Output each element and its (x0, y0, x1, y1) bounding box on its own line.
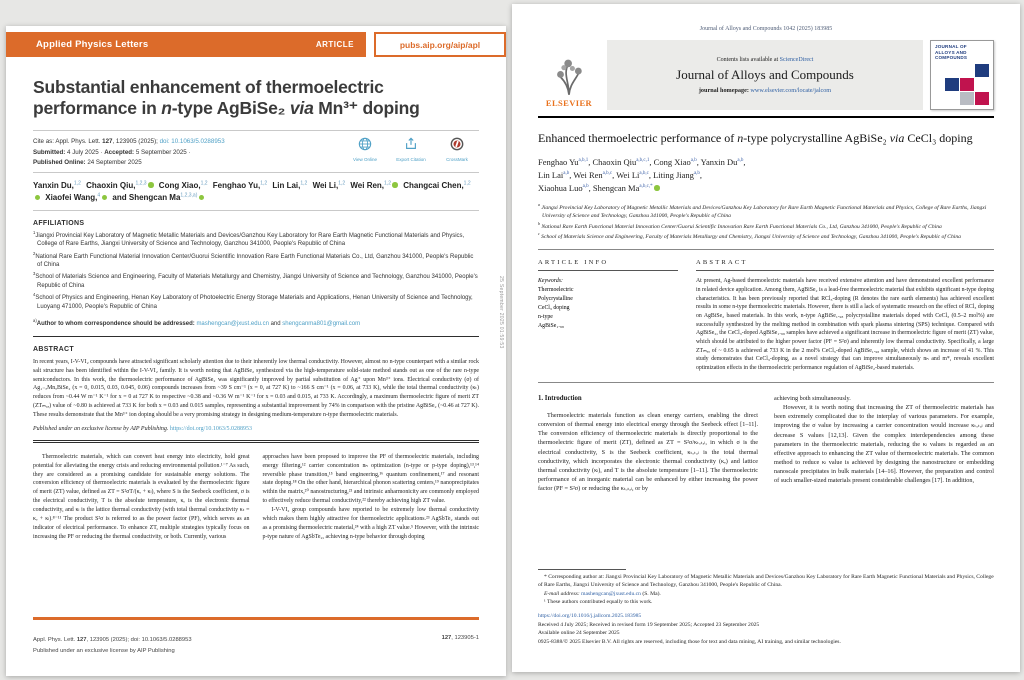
citation-text: Cite as: Appl. Phys. Lett. 127, 123905 (2025); doi: 10.1063/5.0288953 Submitted: 4 July 2025 · Accepted: 5 September 2025 · Published Online: 24 September 2025 (33, 138, 225, 166)
journal-header-panel (607, 40, 923, 110)
globe-icon (358, 137, 372, 151)
apl-paper-page (6, 26, 506, 676)
divider (33, 172, 479, 173)
orcid-icon[interactable] (148, 182, 154, 188)
equal-contribution-note: ¹ These authors contributed equally to this work. (544, 599, 653, 606)
body-text (33, 453, 479, 601)
keywords-list (538, 286, 678, 331)
keyword: AgBiSe₁.₉₈ (538, 323, 564, 330)
page-footer (6, 617, 506, 656)
orcid-icon[interactable] (102, 195, 108, 201)
affiliation-list (538, 202, 994, 241)
body-column-2: achieving both simultaneously. However, it is worth noting that increasing the ZT of thermoelectric materials has been extremely complicated due to the interplay of various parameters. For example, improving the σ value by increasing a carrier concentration would increase κₜₒₜₐₗ and decrease S values [12,13]. Given the complex interdependencies among these parameters in the thermoelectric materials, reducing the κₗ values is regarded as an effective approach to enhancing the ZT value of thermoelectric materials. The common method to reduce κₗ value is achieved by designing the nanostructure or embedding nanoscale precipitates in bulk materials [14–16]. However, the preparation and control of such smaller-sized materials present considerable challenges [17]. In addition, (774, 394, 994, 485)
paper-title: Substantial enhancement of thermoelectric performance in n-type AgBiSe₂ via Mn³⁺ doping (33, 77, 420, 118)
email-link[interactable]: mashengcan@jxust.edu.cn (196, 320, 269, 327)
divider (538, 382, 994, 383)
body-column-1: Thermoelectric materials, which can convert heat energy into electricity, hold great potential for alleviating the energy crisis and reducing environmental pollution.¹⁻⁷ As such, they are considered as a promising candidate for sustainable energy solutions. The conversion efficiency of thermoelectric materials is evaluated by the thermoelectric figure of merit (ZT) value, defined as ZT = S²σT/(κₑ + κₗ), where S is the Seebeck coefficient, σ is the electrical conductivity, T is the absolute temperature, κₑ is the electronic thermal conductivity, and κₗ is the lattice thermal conductivity (with total thermal conductivity κₜ = κₑ + κₗ).⁸⁻¹¹ The product S²σ is referred to as the power factor (PF), which serves as an indicator of electrical performance. To enhance ZT, multiple strategies typically focus on increasing the PF or reducing the thermal conductivity, or both. Currently, various (33, 453, 250, 540)
paper-title: Enhanced thermoelectric performance of n-type polycrystalline AgBiSe₂ via CeCl₃ doping (538, 131, 973, 145)
author: Yanxin Du,$^{1,2}$ (33, 180, 81, 190)
affiliation: $^a$ Jiangxi Provincial Key Laboratory of Magnetic Metallic Materials and Devices/Ganzhou Key Laboratory for Rare Earth Magnetic Functional Materials and Physics, College of Rare Earths, Jiangxi University of Science and Technology, Ganzhou 341000, People's Republic of China (538, 202, 987, 220)
divider (538, 270, 678, 271)
orcid-icon[interactable] (35, 195, 41, 201)
article-info-column (538, 259, 678, 373)
elsevier-logo (538, 40, 600, 110)
journal-title: Journal of Alloys and Compounds (676, 66, 854, 82)
journal-name: Applied Physics Letters (36, 39, 149, 50)
keyword: n-type (538, 314, 553, 321)
author: Fenghao Yu,$^{1,2}$ (212, 180, 268, 190)
abstract-column (696, 259, 994, 373)
orcid-icon[interactable] (199, 195, 205, 201)
affiliation-list (33, 230, 479, 311)
divider (696, 270, 994, 271)
author: Lin Lai$^{a,b}$, (538, 169, 574, 180)
apl-banner-bar (6, 32, 366, 57)
article-label: ARTICLE (315, 40, 354, 49)
doi-link[interactable]: doi: 10.1063/5.0288953 (159, 138, 225, 146)
journal-homepage-link[interactable]: www.elsevier.com/locate/jalcom (750, 86, 832, 94)
contents-line: Contents lists available at ScienceDirect (716, 56, 814, 63)
article-action-icons (347, 137, 479, 168)
affiliation: $^4$School of Physics and Engineering, Henan Key Laboratory of Photoelectric Energy Storage Materials and Applications, Henan University of Science and Technology, Luoyang 471000, People's Republic of China (33, 292, 473, 310)
license-line: Published under an exclusive license by AIP Publishing. https://doi.org/10.1063/5.0288953 (33, 425, 252, 432)
received-dates: Received 4 July 2025; Received in revised form 19 September 2025; Accepted 23 September 2025 (538, 621, 760, 628)
abstract-text: At present, Ag-based thermoelectric materials have received extensive attention and have demonstrated excellent performance in related device application. Among them, AgBiSe₂ is a lead-free thermoelectric material that exhibits significant n-type doping characteristics. It has been previously reported that RCl₃-doping (R denotes the rare earth elements) has achieved excellent results in some n-type thermoelectric materials. However, there is still a lack of systematic research on the effect of RCl₃ doping on AgBiSe₂ based materials. In this work, n-type AgBiSe₁.₉₈ polycrystalline materials doped with CeCl₃ (0.5–2 mol%) are successfully synthesized by the melting method in combination with spark plasma sintering (SPS) technique. Compared with AgBiSe₂, the CeCl₃-doped AgBiSe₁.₉₈ samples have achieved a significant increase in thermoelectric figure of merit (ZT) value, which should be attributed to the higher power factor (PF = S²σ) and inherently low thermal conductivity. Specifically, a large ZTₘₐₓ of ~ 0.65 is achieved at 733 K in the 2 mol% CeCl₃-doped AgBiSe₁.₉₈ sample, which shows an increase of 41 %. This study demonstrates that CeCl₃-doping, as a novel strategy that can improve simultaneously nₕ and m*, reveals excellent optimization effects in the thermoelectric performance regulation of AgBiSe₂-based materials. (696, 278, 994, 372)
author: Wei Li,$^{1,2}$ (312, 180, 346, 190)
affiliation: $^3$School of Materials Science and Engineering, Faculty of Materials Metallurgy and Chemistry, Jiangxi University of Science and Technology, Ganzhou 341000, People's Republic of China (33, 271, 478, 289)
homepage-line: journal homepage: www.elsevier.com/locate/jalcom (698, 86, 832, 94)
author: Wei Li$^{a,b,c}$, (616, 169, 654, 180)
article-info-header: ARTICLE INFO (538, 259, 609, 267)
abstract-header: ABSTRACT (696, 259, 748, 267)
author: Chaoxin Qiu,$^{1,2,3}$ (86, 181, 153, 190)
download-timestamp: 25 September 2025 01:59:53 (498, 276, 504, 349)
author: Wei Ren,$^{1,2}$ (350, 181, 398, 190)
elsevier-wordmark: ELSEVIER (545, 98, 593, 108)
copyright-line: 0925-8388/© 2025 Elsevier B.V. All rights are reserved, including those for text and data mining, AI training, and similar technologies. (538, 638, 841, 645)
author: Yanxin Du$^{a,b}$, (700, 156, 746, 167)
divider (33, 210, 479, 211)
elsevier-tree-icon (552, 57, 586, 97)
publisher-url[interactable]: pubs.aip.org/aip/apl (374, 32, 506, 57)
keyword: CeCl₃ doping (538, 305, 570, 312)
footer-citation: Appl. Phys. Lett. 127, 123905 (2025); doi: 10.1063/5.0288953 Published under an exclusive license by AIP Publishing (33, 637, 192, 654)
sciencedirect-link[interactable]: ScienceDirect (779, 56, 814, 63)
divider (33, 440, 479, 443)
footnote-separator (538, 569, 626, 570)
affiliation: $^2$National Rare Earth Functional Material Innovation Center/Guorui Scientific Innovation Rare Earth Functional Materials Co., Ltd, Ganzhou 341000, People's Republic of China (33, 250, 474, 268)
body-text (538, 394, 994, 520)
author: Lin Lai,$^{1,2}$ (272, 180, 308, 190)
author: Fenghao Yu$^{a,b,1}$, (538, 156, 593, 167)
view-online-button[interactable]: View Online (347, 137, 383, 168)
divider (33, 130, 479, 131)
export-citation-button[interactable]: Export Citation (393, 137, 429, 168)
body-column-2: approaches have been proposed to improve the PF of thermoelectric materials, including energy filtering,¹² carrier concentration nₕ optimization (n-type or p-type doping),¹³,¹⁴ reversible phase transition,¹⁵ band engineering,¹⁶ quantum confinement,¹⁷ and resonant state doping.¹⁸ On the other hand, hierarchical phonon scattering centers,¹⁹ nanoprecipitates within the matrix,²⁰ nanostructuring,²¹ and intrinsic anharmonicity are commonly employed to effectively reduce thermal conductivity,²² thereby achieving high ZT value. I-V-VI₂ group compounds have reported to be extremely low thermal conductivity which makes them highly attractive for thermoelectric applications.²³ AgSbTe₂ stands out as a promising thermoelectric material,²⁴ with a high ZT value.⁵ However, with the intrinsic p-type nature of AgSbTe₂, achieving n-type behavior through doping (262, 453, 479, 540)
affiliation: $^b$ National Rare Earth Functional Material Innovation Center/Guorui Scientific Innovation Rare Earth Functional Materials Co., Ltd, Ganzhou 341000, People's Republic of China (538, 220, 942, 230)
doi-link[interactable]: https://doi.org/10.1063/5.0288953 (169, 425, 252, 432)
author: Xiaohua Luo$^{a,b}$, (538, 182, 593, 193)
section-heading: 1. Introduction (538, 394, 582, 402)
journal-header (538, 40, 994, 110)
keyword: Thermoelectric (538, 287, 574, 294)
author: Xiaofei Wang,$^4$ (45, 193, 107, 202)
crossmark-icon (450, 137, 464, 151)
doi-link[interactable]: https://doi.org/10.1016/j.jallcom.2025.183985 (538, 613, 642, 620)
keywords-label: Keywords: (538, 278, 563, 285)
orcid-icon[interactable] (392, 182, 398, 188)
author: Liting Jiang$^{a,b}$, (653, 169, 703, 180)
email-link[interactable]: mashengcan@jxust.edu.cn (581, 590, 641, 597)
affiliations-header: AFFILIATIONS (33, 219, 85, 227)
page-footnote (538, 569, 994, 646)
doi-line (538, 612, 994, 620)
crossmark-button[interactable]: CrossMark (439, 137, 475, 168)
citation-block (33, 137, 479, 168)
divider (538, 249, 994, 250)
divider (33, 336, 479, 337)
journal-cover-thumbnail: JOURNAL OF ALLOYS AND COMPOUNDS (930, 40, 994, 110)
affiliation: $^c$ School of Materials Science and Engineering, Faculty of Materials Metallurgy and Chemistry, Jiangxi University of Science and Technology, Ganzhou 341000, People's Republic of China (538, 231, 961, 240)
footer-rule (33, 617, 479, 620)
jac-paper-page (512, 4, 1020, 672)
author: and Shengcan Ma$^{1,2,3,a)}$ (112, 193, 204, 202)
affiliation: $^1$Jiangxi Provincial Key Laboratory of Magnetic Metallic Materials and Devices/Ganzhou Key Laboratory for Rare Earth Magnetic Functional Materials and Physics, College of Rare Earths, Jiangxi University of Science and Technology, Ganzhou 341000, People's Republic of China (33, 229, 465, 248)
orcid-icon[interactable] (654, 185, 660, 191)
abstract-text: In recent years, I-V-VI₂ compounds have attracted significant scholarly attention due to their inherently low thermal conductivity. However, almost no n-type counterpart with a similar rock salt structure has been identified within the I-V-VI₂ family. It is worth noting that AgBiSe₂ synthesized via the high-temperature solid-state method stands out as one of the rare n-type semiconductors. In this work, the thermoelectric performance of AgBiSe₂ was significantly improved by partial substitution of Ag⁺ upon Mn³⁺ ions. Electrical conductivity (σ) of Ag₁₋ₓMnₓBiSe₂ (x = 0, 0.015, 0.03, 0.045, 0.06) compounds increases from ~39 S cm⁻¹ (x = 0, at 727 K) to ~166 S cm⁻¹ (x = 0.06, at 733 K), while the total thermal conductivity (κₜ) reduces from ~0.44 W m⁻¹ K⁻¹ for x = 0 at 727 K to respective ~0.38 and ~0.36 W m⁻¹ K⁻¹ for x = 0.03 and 0.015, at 733 K. Accordingly, a maximum thermoelectric figure of merit ZT (ZTₘₐₓ) value of ~0.80 is achieved at 733 K for both x = 0.03 and 0.015 samples, representing a substantial improvement by 74% in comparison with the pristine AgBiSe₂ (~0.46 at 727 K). These results demonstrate that the Mn³⁺ ion doping should be a very promising strategy in designing medium-temperature n-type thermoelectric materials. (33, 358, 479, 419)
abstract-header: ABSTRACT (33, 345, 74, 353)
correspondence-note: $^{a)}$Author to whom correspondence should be addressed: mashengcan@jxust.edu.cn and shengcanma801@gmail.com (33, 317, 361, 327)
author: Changcai Chen,$^{1,2}$ (33, 181, 471, 202)
footer-page-number: 127, 123905-1 (441, 635, 479, 642)
body-column-1: 1. Introduction Thermoelectric materials function as clean energy carriers, enabling the direct conversion of thermal energy into electrical energy through the Seebeck effect [1–11]. The conversion efficiency of thermoelectric materials is directly proportional to the thermoelectric figure of merit (ZT), defined as ZT = S²σ/κₜₒₜₐₗ, in which σ is the electrical conductivity, S is the Seebeck coefficient, κₜₒₜₐₗ is the total thermal conductivity, which incorporates the electronic thermal conductivity (κₑ) and lattice thermal conductivity (κₗ), and T is the absolute temperature [1–11]. The thermoelectric performance of an inorganic material can be enhanced by either increasing the power factor (PF = S²σ) or reducing the κₜₒₜₐₗ, or by (538, 394, 758, 493)
author: Chaoxin Qiu$^{a,b,c,1}$, (592, 156, 654, 167)
apl-banner (6, 32, 506, 57)
corresponding-author-note: * Corresponding author at: Jiangxi Provincial Key Laboratory of Magnetic Metallic Materials and Devices/Ganzhou Key Laboratory for Rare Earth Magnetic Functional Materials and Physics, College of Rare Earths, Jiangxi University of Science and Technology, Ganzhou 341000, People's Republic of China. (538, 573, 994, 589)
divider (538, 116, 994, 118)
cover-mosaic (945, 64, 989, 105)
running-head-citation: Journal of Alloys and Compounds 1042 (2025) 183985 (699, 26, 833, 32)
email-link[interactable]: shengcanma801@gmail.com (282, 320, 361, 327)
email-line: E-mail address: mashengcan@jxust.edu.cn (S. Ma). (544, 590, 661, 597)
author: Shengcan $Ma^{a,b,c,*}$ (593, 183, 660, 193)
export-icon (404, 137, 418, 151)
author-list (33, 180, 479, 205)
available-online: Available online 24 September 2025 (538, 630, 620, 637)
author: Cong Xiao,$^{1,2}$ (158, 180, 208, 190)
author-list (538, 156, 994, 196)
author: Cong Xiao$^{a,b}$, (653, 156, 701, 167)
keyword: Polycrystalline (538, 296, 573, 303)
author: Wei Ren$^{a,b,c}$, (573, 169, 617, 180)
